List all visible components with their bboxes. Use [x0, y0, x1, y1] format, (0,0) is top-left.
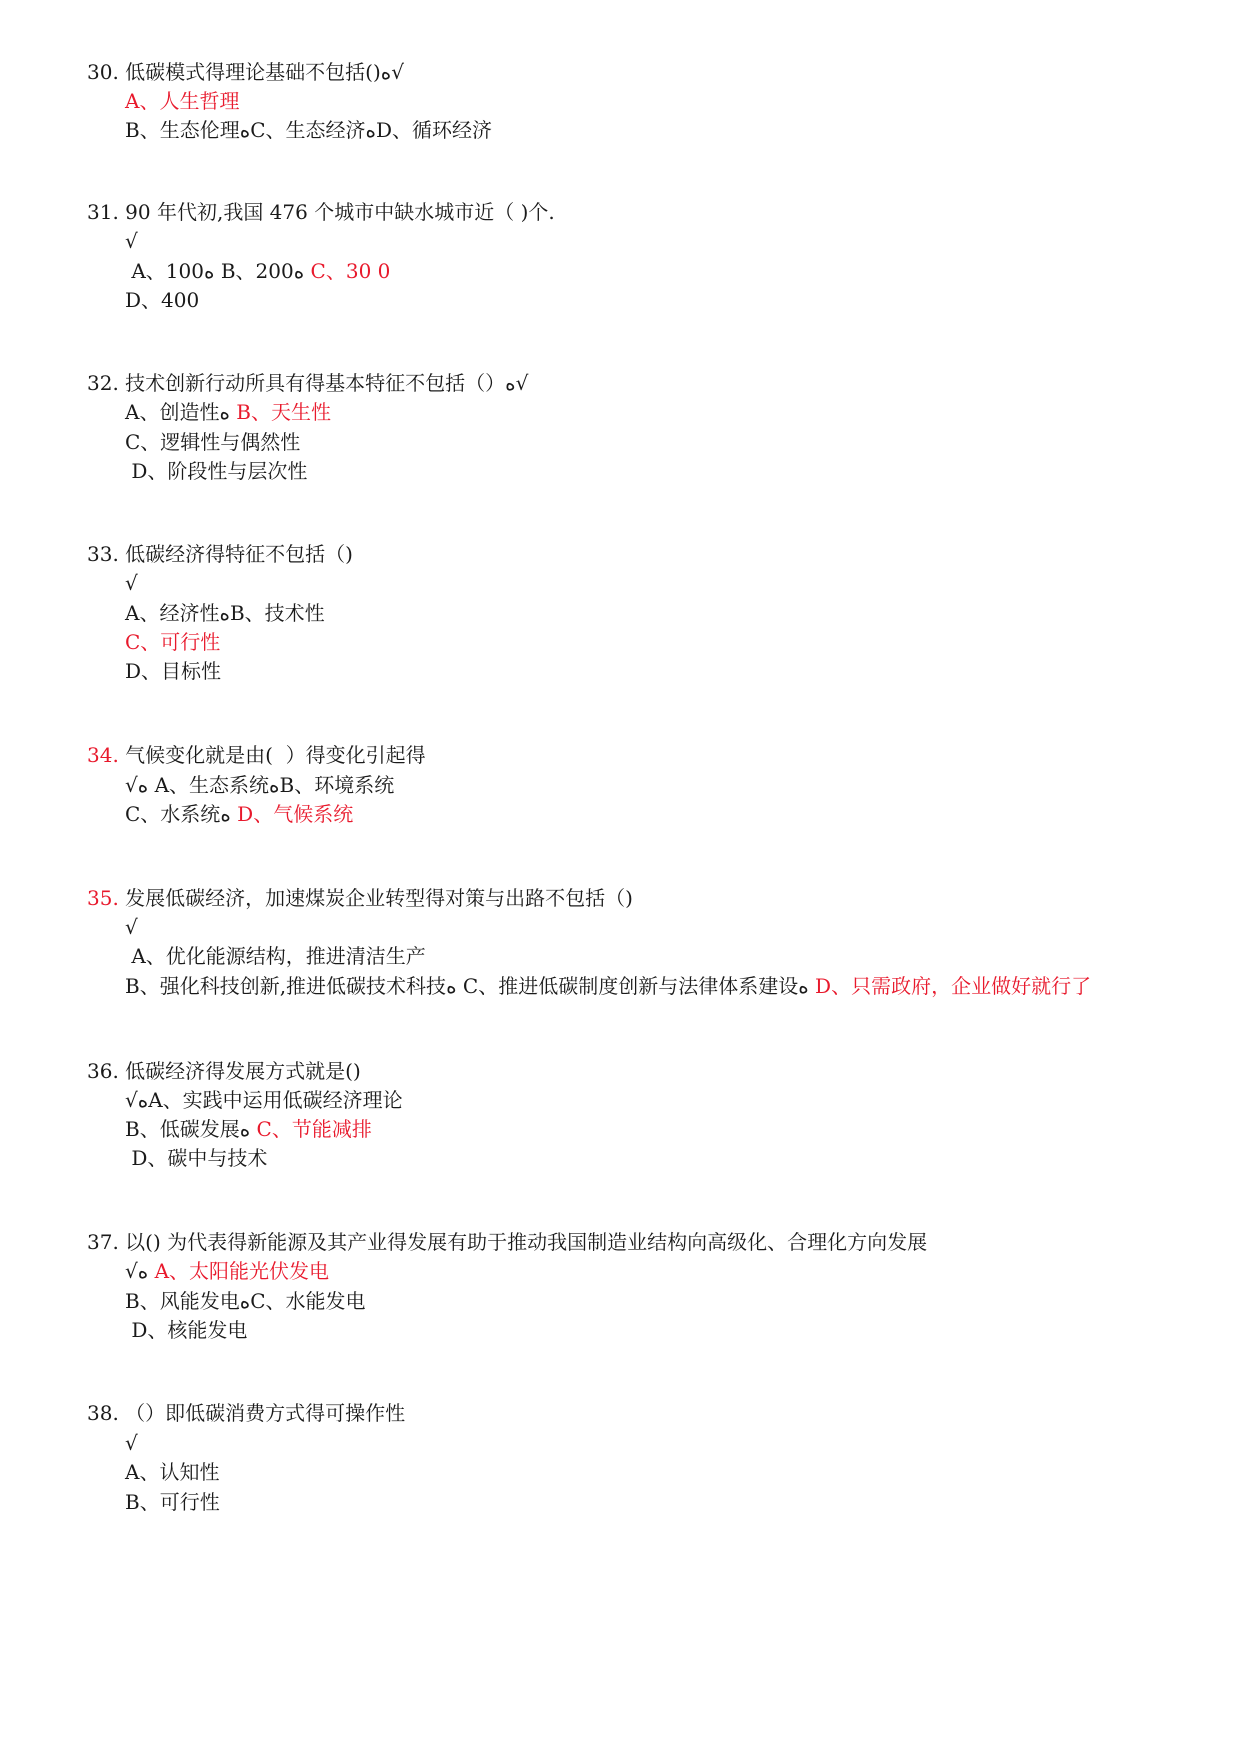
- line-text: √: [125, 1259, 138, 1283]
- line-text: 33. 低碳经济得特征不包括（): [87, 542, 353, 566]
- line-text: A、优化能源结构，推进清洁生产: [125, 944, 426, 968]
- line-text: √: [125, 1088, 138, 1112]
- line-text: ﻩ: [365, 118, 376, 142]
- line-text: C、水系统: [125, 802, 221, 826]
- line-text: ﻩ: [219, 400, 230, 424]
- line-text: B、环境系统: [279, 773, 395, 797]
- answer-text: A、太阳能光伏发电: [148, 1259, 330, 1283]
- option-line: [125, 944, 426, 968]
- option-line: [125, 659, 221, 683]
- line-text: B、生态伦理: [125, 118, 240, 142]
- option-line: [125, 571, 138, 595]
- line-text: 30. 低碳模式得理论基础不包括(): [87, 60, 381, 84]
- line-text: B、200: [214, 259, 294, 283]
- line-text: ﻩ: [239, 1289, 251, 1313]
- question-stem-34: [87, 743, 426, 767]
- line-text: B、可行性: [125, 1490, 220, 1514]
- line-text: ﻩ: [239, 1117, 251, 1141]
- line-text: A、创造性: [125, 400, 220, 424]
- line-text: A、经济性: [125, 601, 220, 625]
- line-text: C、推进低碳制度创新与法律体系建设: [456, 974, 799, 998]
- answer-text: B、天生性: [229, 400, 331, 424]
- line-text: ﻩ: [137, 773, 149, 797]
- line-text: C、水能发电: [250, 1289, 366, 1313]
- line-text: ﻩ: [220, 802, 231, 826]
- question-stem-37: [87, 1230, 927, 1254]
- question-stem-33: [87, 542, 353, 566]
- option-line: [125, 430, 300, 454]
- line-text: √: [125, 571, 138, 595]
- question-stem-32: [87, 371, 528, 395]
- line-text: ﻩ: [269, 773, 280, 797]
- answer-text: D、只需政府，企业做好就行了: [808, 974, 1092, 998]
- line-text: 32. 技术创新行动所具有得基本特征不包括（）: [87, 371, 506, 395]
- line-text: √: [125, 915, 138, 939]
- option-line: [125, 1460, 219, 1484]
- question-stem-35: [87, 886, 633, 910]
- line-text: 气候变化就是由( ）得变化引起得: [118, 743, 426, 767]
- option-line: [125, 118, 492, 142]
- option-line: [125, 259, 390, 283]
- line-text: D、目标性: [125, 659, 222, 683]
- question-stem-38: [87, 1401, 405, 1425]
- option-line: [125, 915, 138, 939]
- option-line: [125, 1259, 329, 1283]
- line-text: ﻩ: [239, 118, 251, 142]
- option-line: [125, 630, 220, 654]
- option-line: [125, 400, 331, 424]
- option-line: [125, 1117, 372, 1141]
- line-text: ﻩ: [446, 974, 457, 998]
- line-text: ﻩ: [798, 974, 809, 998]
- line-text: ﻩ: [380, 60, 392, 84]
- line-text: B、低碳发展: [125, 1117, 240, 1141]
- line-text: B、强化科技创新,推进低碳技术科技: [125, 974, 447, 998]
- option-line: [125, 974, 1091, 998]
- line-text: D、400: [125, 288, 200, 312]
- answer-text: 35.: [87, 886, 119, 910]
- line-text: C、生态经济: [250, 118, 366, 142]
- line-text: 发展低碳经济，加速煤炭企业转型得对策与出路不包括（): [118, 886, 633, 910]
- line-text: √: [125, 773, 138, 797]
- line-text: ﻩ: [137, 1088, 149, 1112]
- line-text: B、风能发电: [125, 1289, 240, 1313]
- answer-text: C、可行性: [125, 630, 221, 654]
- question-stem-31: [87, 200, 555, 224]
- line-text: A、100: [125, 259, 204, 283]
- line-text: 36. 低碳经济得发展方式就是(): [87, 1059, 361, 1083]
- line-text: √: [391, 60, 405, 84]
- line-text: √: [125, 1431, 138, 1455]
- line-text: C、逻辑性与偶然性: [125, 430, 301, 454]
- line-text: ﻩ: [137, 1259, 149, 1283]
- line-text: ﻩ: [293, 259, 305, 283]
- option-line: [125, 1289, 366, 1313]
- line-text: D、阶段性与层次性: [125, 459, 308, 483]
- answer-text: D、气候系统: [230, 802, 354, 826]
- line-text: √: [515, 371, 529, 395]
- option-line: [125, 229, 138, 253]
- option-line: [125, 288, 199, 312]
- line-text: D、循环经济: [375, 118, 493, 142]
- option-line: [125, 89, 239, 113]
- question-stem-30: [87, 60, 404, 84]
- question-stem-36: [87, 1059, 361, 1083]
- line-text: ﻩ: [505, 371, 516, 395]
- answer-text: 34.: [87, 743, 119, 767]
- option-line: [125, 773, 394, 797]
- option-line: [125, 1318, 247, 1342]
- option-line: [125, 802, 353, 826]
- line-text: A、实践中运用低碳经济理论: [148, 1088, 403, 1112]
- option-line: [125, 1146, 267, 1170]
- option-line: [125, 601, 325, 625]
- line-text: A、生态系统: [148, 773, 270, 797]
- line-text: √: [125, 229, 138, 253]
- option-line: [125, 1088, 403, 1112]
- line-text: A、认知性: [125, 1460, 220, 1484]
- option-line: [125, 1431, 138, 1455]
- answer-text: A、人生哲理: [125, 89, 240, 113]
- option-line: [125, 1490, 220, 1514]
- line-text: 31. 90 年代初,我国 476 个城市中缺水城市近（ )个.: [87, 200, 555, 224]
- line-text: ﻩ: [219, 601, 230, 625]
- option-line: [125, 459, 307, 483]
- line-text: D、碳中与技术: [125, 1146, 268, 1170]
- line-text: 38. （）即低碳消费方式得可操作性: [87, 1401, 406, 1425]
- line-text: B、技术性: [229, 601, 325, 625]
- line-text: D、核能发电: [125, 1318, 248, 1342]
- line-text: 37. 以() 为代表得新能源及其产业得发展有助于推动我国制造业结构向高级化、合理化方向发展: [87, 1230, 928, 1254]
- line-text: ﻩ: [203, 259, 215, 283]
- answer-text: C、30 0: [304, 259, 391, 283]
- answer-text: C、节能减排: [250, 1117, 372, 1141]
